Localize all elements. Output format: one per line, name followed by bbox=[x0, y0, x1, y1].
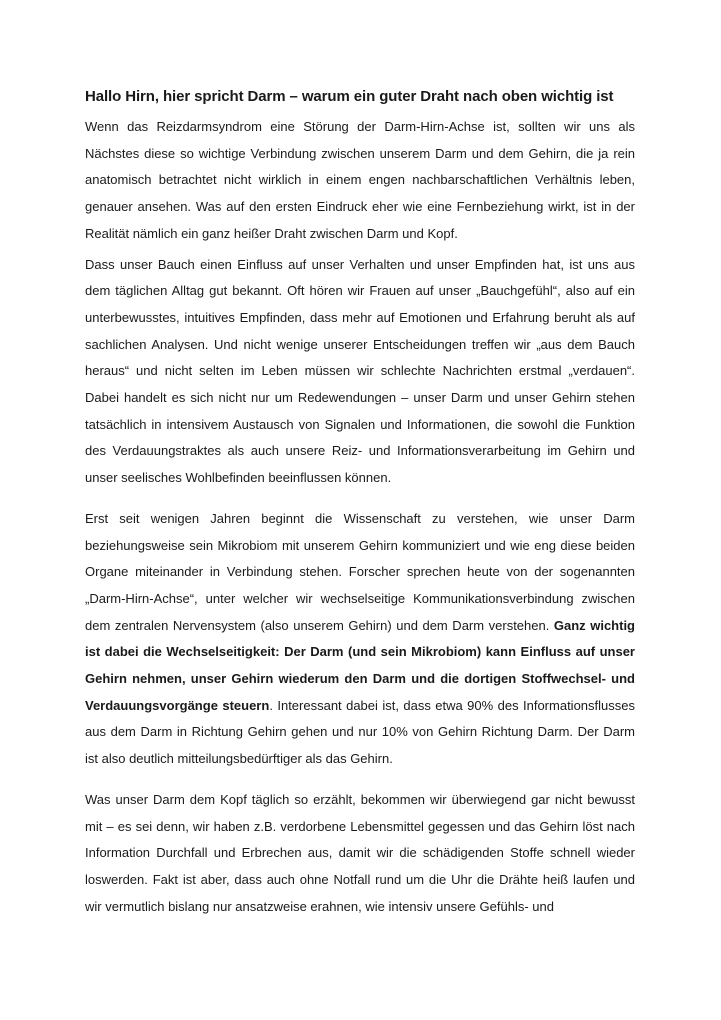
paragraph-3 bbox=[85, 506, 635, 773]
paragraph-3-text-start: Erst seit wenigen Jahren beginnt die Wissenschaft zu verstehen, wie unser Darm beziehungsweise sein Mikrobiom mit unserem Gehirn kommuniziert und wie eng diese beiden Organe miteinander in Verbindung stehen. Forscher sprechen heute von der sogenannten „Darm-Hirn-Achse“, unter welcher wir wechselseitige Kommunikationsverbindung zwischen dem zentralen Nervensystem (also unserem Gehirn) und dem Darm verstehen. bbox=[85, 510, 635, 633]
paragraph-3-bold-emphasis: Ganz wichtig ist dabei die Wechselseitigkeit: Der Darm (und sein Mikrobiom) kann Einfluss auf unser Gehirn nehmen, unser Gehirn wiederum den Darm und die dortigen Stoffwechsel- und Verdauungsvorgänge steuern bbox=[85, 617, 635, 713]
paragraph-3-text-end: . Interessant dabei ist, dass etwa 90% des Informationsflusses aus dem Darm in Richtung Gehirn gehen und nur 10% von Gehirn Richtung Darm. Der Darm ist also deutlich mitteilungsbedürftiger als das Gehirn. bbox=[85, 697, 635, 767]
paragraph-1: Wenn das Reizdarmsyndrom eine Störung der Darm-Hirn-Achse ist, sollten wir uns als Nächstes diese so wichtige Verbindung zwischen unserem Darm und dem Gehirn, die ja rein anatomisch betrachtet nicht wirklich in einem engen nachbarschaftlichen Verhältnis leben, genauer ansehen. Was auf den ersten Eindruck eher wie eine Fernbeziehung wirkt, ist in der Realität nämlich ein ganz heißer Draht zwischen Darm und Kopf. bbox=[85, 119, 635, 241]
document-page bbox=[85, 86, 635, 920]
document-title: Hallo Hirn, hier spricht Darm – warum ein guter Draht nach oben wichtig ist bbox=[85, 88, 614, 105]
paragraph-4: Was unser Darm dem Kopf täglich so erzählt, bekommen wir überwiegend gar nicht bewusst mit – es sei denn, wir haben z.B. verdorbene Lebensmittel gegessen und das Gehirn löst nach Information Durchfall und Erbrechen aus, damit wir die schädigenden Stoffe schnell wieder loswerden. Fakt ist aber, dass auch ohne Notfall rund um die Uhr die Drähte heiß laufen und wir vermutlich bislang nur ansatzweise erahnen, wie intensiv unsere Gefühls- und bbox=[85, 791, 635, 914]
paragraph-2: Dass unser Bauch einen Einfluss auf unser Verhalten und unser Empfinden hat, ist uns aus dem täglichen Alltag gut bekannt. Oft hören wir Frauen auf unser „Bauchgefühl“, also auf ein unterbewusstes, intuitives Empfinden, dass mehr auf Emotionen und Erfahrung beruht als auf sachlichen Analysen. Und nicht wenige unserer Entscheidungen treffen wir „aus dem Bauch heraus“ und nicht selten im Leben müssen wir schlechte Nachrichten erstmal „verdauen“. Dabei handelt es sich nicht nur um Redewendungen – unser Darm und unser Gehirn stehen tatsächlich in intensivem Austausch von Signalen und Informationen, die sowohl die Funktion des Verdauungstraktes als auch unsere Reiz- und Informationsverarbeitung im Gehirn und unser seelisches Wohlbefinden beeinflussen können. bbox=[85, 256, 635, 486]
